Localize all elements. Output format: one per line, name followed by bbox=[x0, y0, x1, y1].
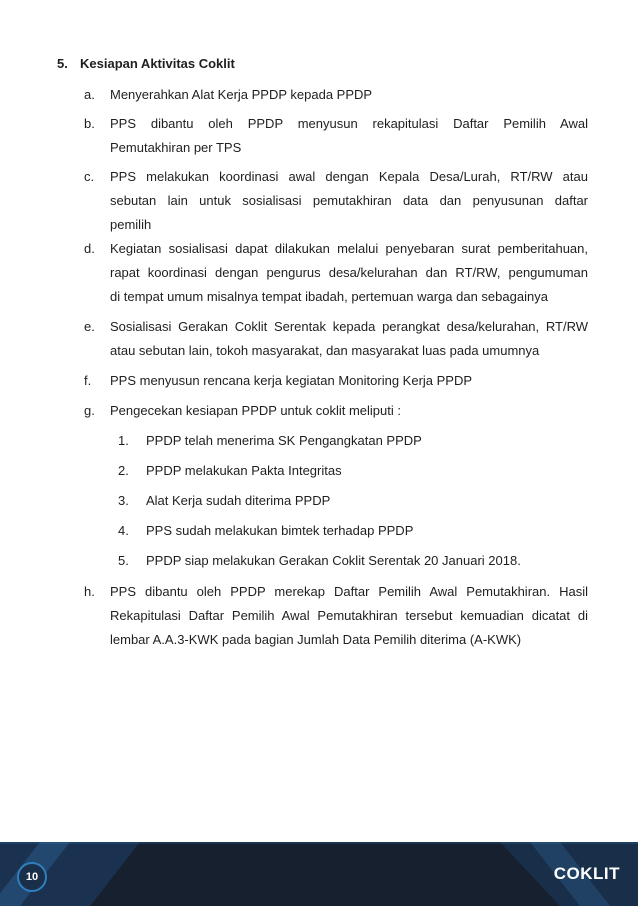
list-item-e bbox=[84, 315, 588, 363]
sub-item-number: 5. bbox=[118, 553, 129, 568]
sub-item-number: 3. bbox=[118, 493, 129, 508]
sub-list-item bbox=[118, 519, 413, 543]
sub-item-text: PPDP telah menerima SK Pengangkatan PPDP bbox=[146, 433, 422, 448]
section-heading bbox=[57, 56, 235, 71]
list-item-a bbox=[84, 83, 588, 107]
item-letter: b. bbox=[84, 116, 95, 131]
item-line: lembar A.A.3-KWK pada bagian Jumlah Data Pemilih diterima (A-KWK) bbox=[110, 632, 522, 647]
item-line: Rekapitulasi Daftar Pemilih Awal Pemutakhiran tersebut kemuadian dicatat di bbox=[110, 608, 588, 623]
item-line: PPS dibantu oleh PPDP menyusun rekapitulasi Daftar Pemilih Awal bbox=[110, 116, 588, 131]
page-footer bbox=[0, 842, 638, 906]
item-letter: h. bbox=[84, 584, 95, 599]
list-item-h bbox=[84, 580, 588, 652]
sub-item-text: Alat Kerja sudah diterima PPDP bbox=[146, 493, 331, 508]
item-letter: a. bbox=[84, 87, 95, 102]
sub-item-number: 4. bbox=[118, 523, 129, 538]
item-line: Pengecekan kesiapan PPDP untuk coklit meliputi : bbox=[110, 403, 401, 418]
sub-list-item bbox=[118, 489, 330, 513]
item-line: rapat koordinasi dengan pengurus desa/kelurahan dan RT/RW, pengumuman bbox=[110, 265, 588, 280]
item-letter: e. bbox=[84, 319, 95, 334]
list-item-f bbox=[84, 369, 588, 393]
sub-item-text: PPS sudah melakukan bimtek terhadap PPDP bbox=[146, 523, 414, 538]
item-line: sebutan lain untuk sosialisasi pemutakhiran data dan penyusunan daftar bbox=[110, 193, 588, 208]
item-line: PPS dibantu oleh PPDP merekap Daftar Pemilih Awal Pemutakhiran. Hasil bbox=[110, 584, 588, 599]
item-line: Menyerahkan Alat Kerja PPDP kepada PPDP bbox=[110, 87, 373, 102]
item-line: PPS melakukan koordinasi awal dengan Kepala Desa/Lurah, RT/RW atau bbox=[110, 169, 588, 184]
item-letter: g. bbox=[84, 403, 95, 418]
item-letter: d. bbox=[84, 241, 95, 256]
list-item-d bbox=[84, 237, 588, 309]
item-line: PPS menyusun rencana kerja kegiatan Monitoring Kerja PPDP bbox=[110, 373, 473, 388]
item-line: Sosialisasi Gerakan Coklit Serentak kepada perangkat desa/kelurahan, RT/RW bbox=[110, 319, 588, 334]
item-line: pemilih bbox=[110, 217, 152, 232]
list-item-g bbox=[84, 399, 588, 423]
page-number-badge: 10 bbox=[17, 862, 47, 892]
list-item-b bbox=[84, 112, 588, 160]
sub-item-text: PPDP siap melakukan Gerakan Coklit Serentak 20 Januari 2018. bbox=[146, 553, 521, 568]
sub-list-item bbox=[118, 549, 521, 573]
list-item-c bbox=[84, 165, 588, 237]
section-number: 5. bbox=[57, 56, 68, 71]
item-line: Kegiatan sosialisasi dapat dilakukan melalui penyebaran surat pemberitahuan, bbox=[110, 241, 588, 256]
footer-decoration bbox=[0, 842, 638, 906]
section-title: Kesiapan Aktivitas Coklit bbox=[80, 56, 235, 71]
item-line: atau sebutan lain, tokoh masyarakat, dan masyarakat luas pada umumnya bbox=[110, 343, 540, 358]
sub-list-item bbox=[118, 429, 422, 453]
item-letter: f. bbox=[84, 373, 92, 388]
item-line: Pemutakhiran per TPS bbox=[110, 140, 242, 155]
sub-list-item bbox=[118, 459, 342, 483]
item-line: di tempat umum misalnya tempat ibadah, pertemuan warga dan sebagainya bbox=[110, 289, 548, 304]
item-letter: c. bbox=[84, 169, 95, 184]
sub-item-number: 1. bbox=[118, 433, 129, 448]
footer-brand: COKLIT bbox=[553, 864, 620, 883]
sub-item-number: 2. bbox=[118, 463, 129, 478]
sub-item-text: PPDP melakukan Pakta Integritas bbox=[146, 463, 342, 478]
